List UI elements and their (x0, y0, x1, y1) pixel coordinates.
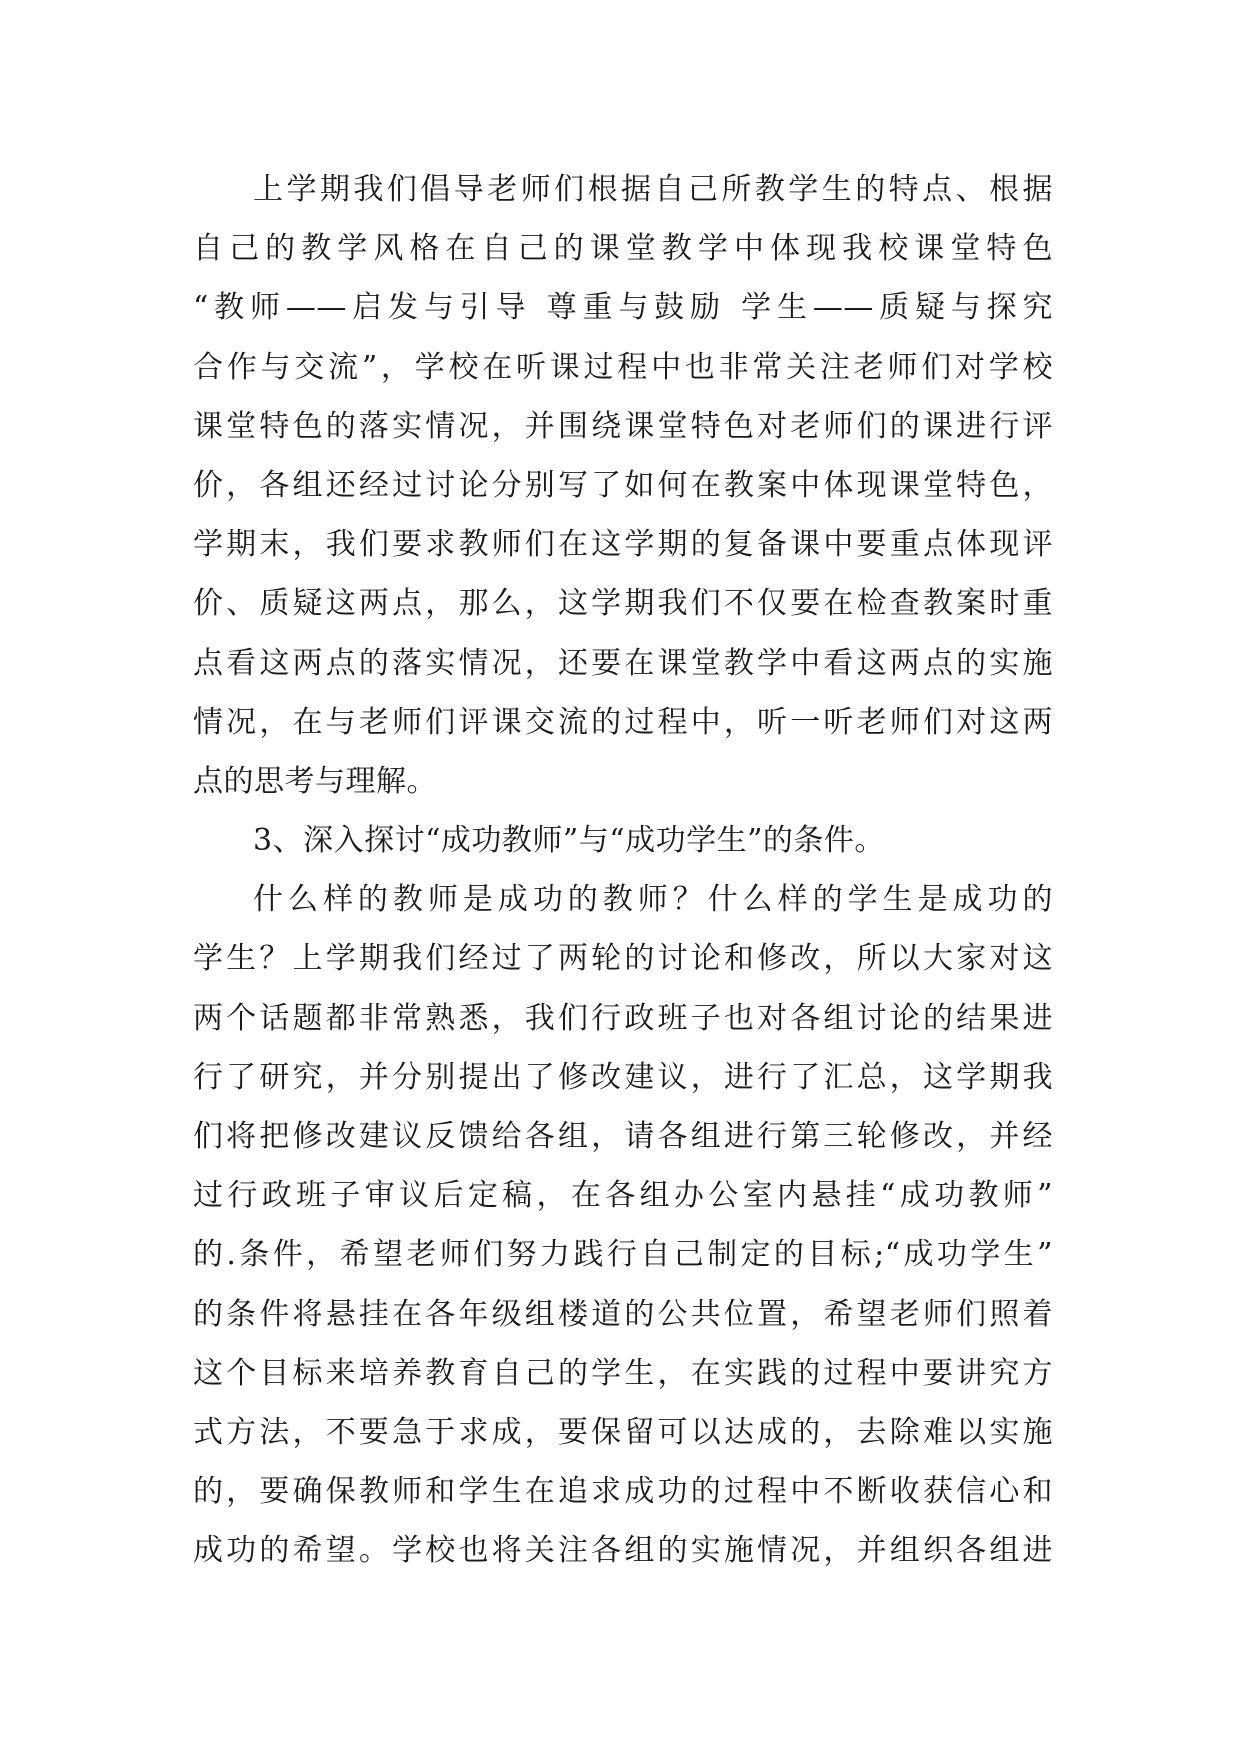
paragraph-line: 的，要确保教师和学生在追求成功的过程中不断收获信心和 (193, 1474, 1053, 1510)
paragraph-line: 们将把修改建议反馈给各组，请各组进行第三轮修改，并经 (193, 1119, 1053, 1154)
paragraph-line: 价，各组还经过讨论分别写了如何在教案中体现课堂特色， (193, 467, 1053, 503)
paragraph-line: 学生？上学期我们经过了两轮的讨论和修改，所以大家对这 (193, 941, 1053, 977)
paragraph-line: 价、质疑这两点，那么，这学期我们不仅要在检查教案时重 (193, 586, 1053, 622)
paragraph-line: 的条件将悬挂在各年级组楼道的公共位置，希望老师们照着 (193, 1296, 1053, 1332)
paragraph-line: 式方法，不要急于求成，要保留可以达成的，去除难以实施 (193, 1414, 1053, 1450)
paragraph-line: 情况，在与老师们评课交流的过程中，听一听老师们对这两 (193, 704, 1053, 740)
paragraph-line: 行了研究，并分别提出了修改建议，进行了汇总，这学期我 (193, 1059, 1053, 1095)
paragraph-line: 合作与交流”，学校在听课过程中也非常关注老师们对学校 (193, 349, 1053, 385)
paragraph-line: 点看这两点的落实情况，还要在课堂教学中看这两点的实施 (193, 645, 1053, 681)
paragraph-line: 成功的希望。学校也将关注各组的实施情况，并组织各组进 (193, 1533, 1053, 1569)
section-heading: 3、深入探讨“成功教师”与“成功学生”的条件。 (253, 823, 885, 859)
paragraph-line: 什么样的教师是成功的教师？什么样的学生是成功的 (253, 882, 1053, 918)
paragraph-line: 点的思考与理解。 (193, 763, 437, 799)
paragraph-line: 两个话题都非常熟悉，我们行政班子也对各组讨论的结果进 (193, 1000, 1053, 1036)
paragraph-line: 上学期我们倡导老师们根据自己所教学生的特点、根据 (253, 172, 1053, 207)
body-text (193, 160, 1053, 1581)
paragraph-line: 自己的教学风格在自己的课堂教学中体现我校课堂特色 (193, 231, 1053, 267)
paragraph-line: “教师——启发与引导 尊重与鼓励 学生——质疑与探究 (193, 290, 1053, 326)
paragraph-line: 学期末，我们要求教师们在这学期的复备课中要重点体现评 (193, 527, 1053, 563)
paragraph-line: 这个目标来培养教育自己的学生，在实践的过程中要讲究方 (193, 1355, 1053, 1391)
paragraph-line: 课堂特色的落实情况，并围绕课堂特色对老师们的课进行评 (193, 408, 1053, 444)
paragraph-line: 过行政班子审议后定稿，在各组办公室内悬挂“成功教师” (193, 1178, 1053, 1214)
paragraph-line: 的.条件，希望老师们努力践行自己制定的目标;“成功学生” (193, 1237, 1053, 1273)
